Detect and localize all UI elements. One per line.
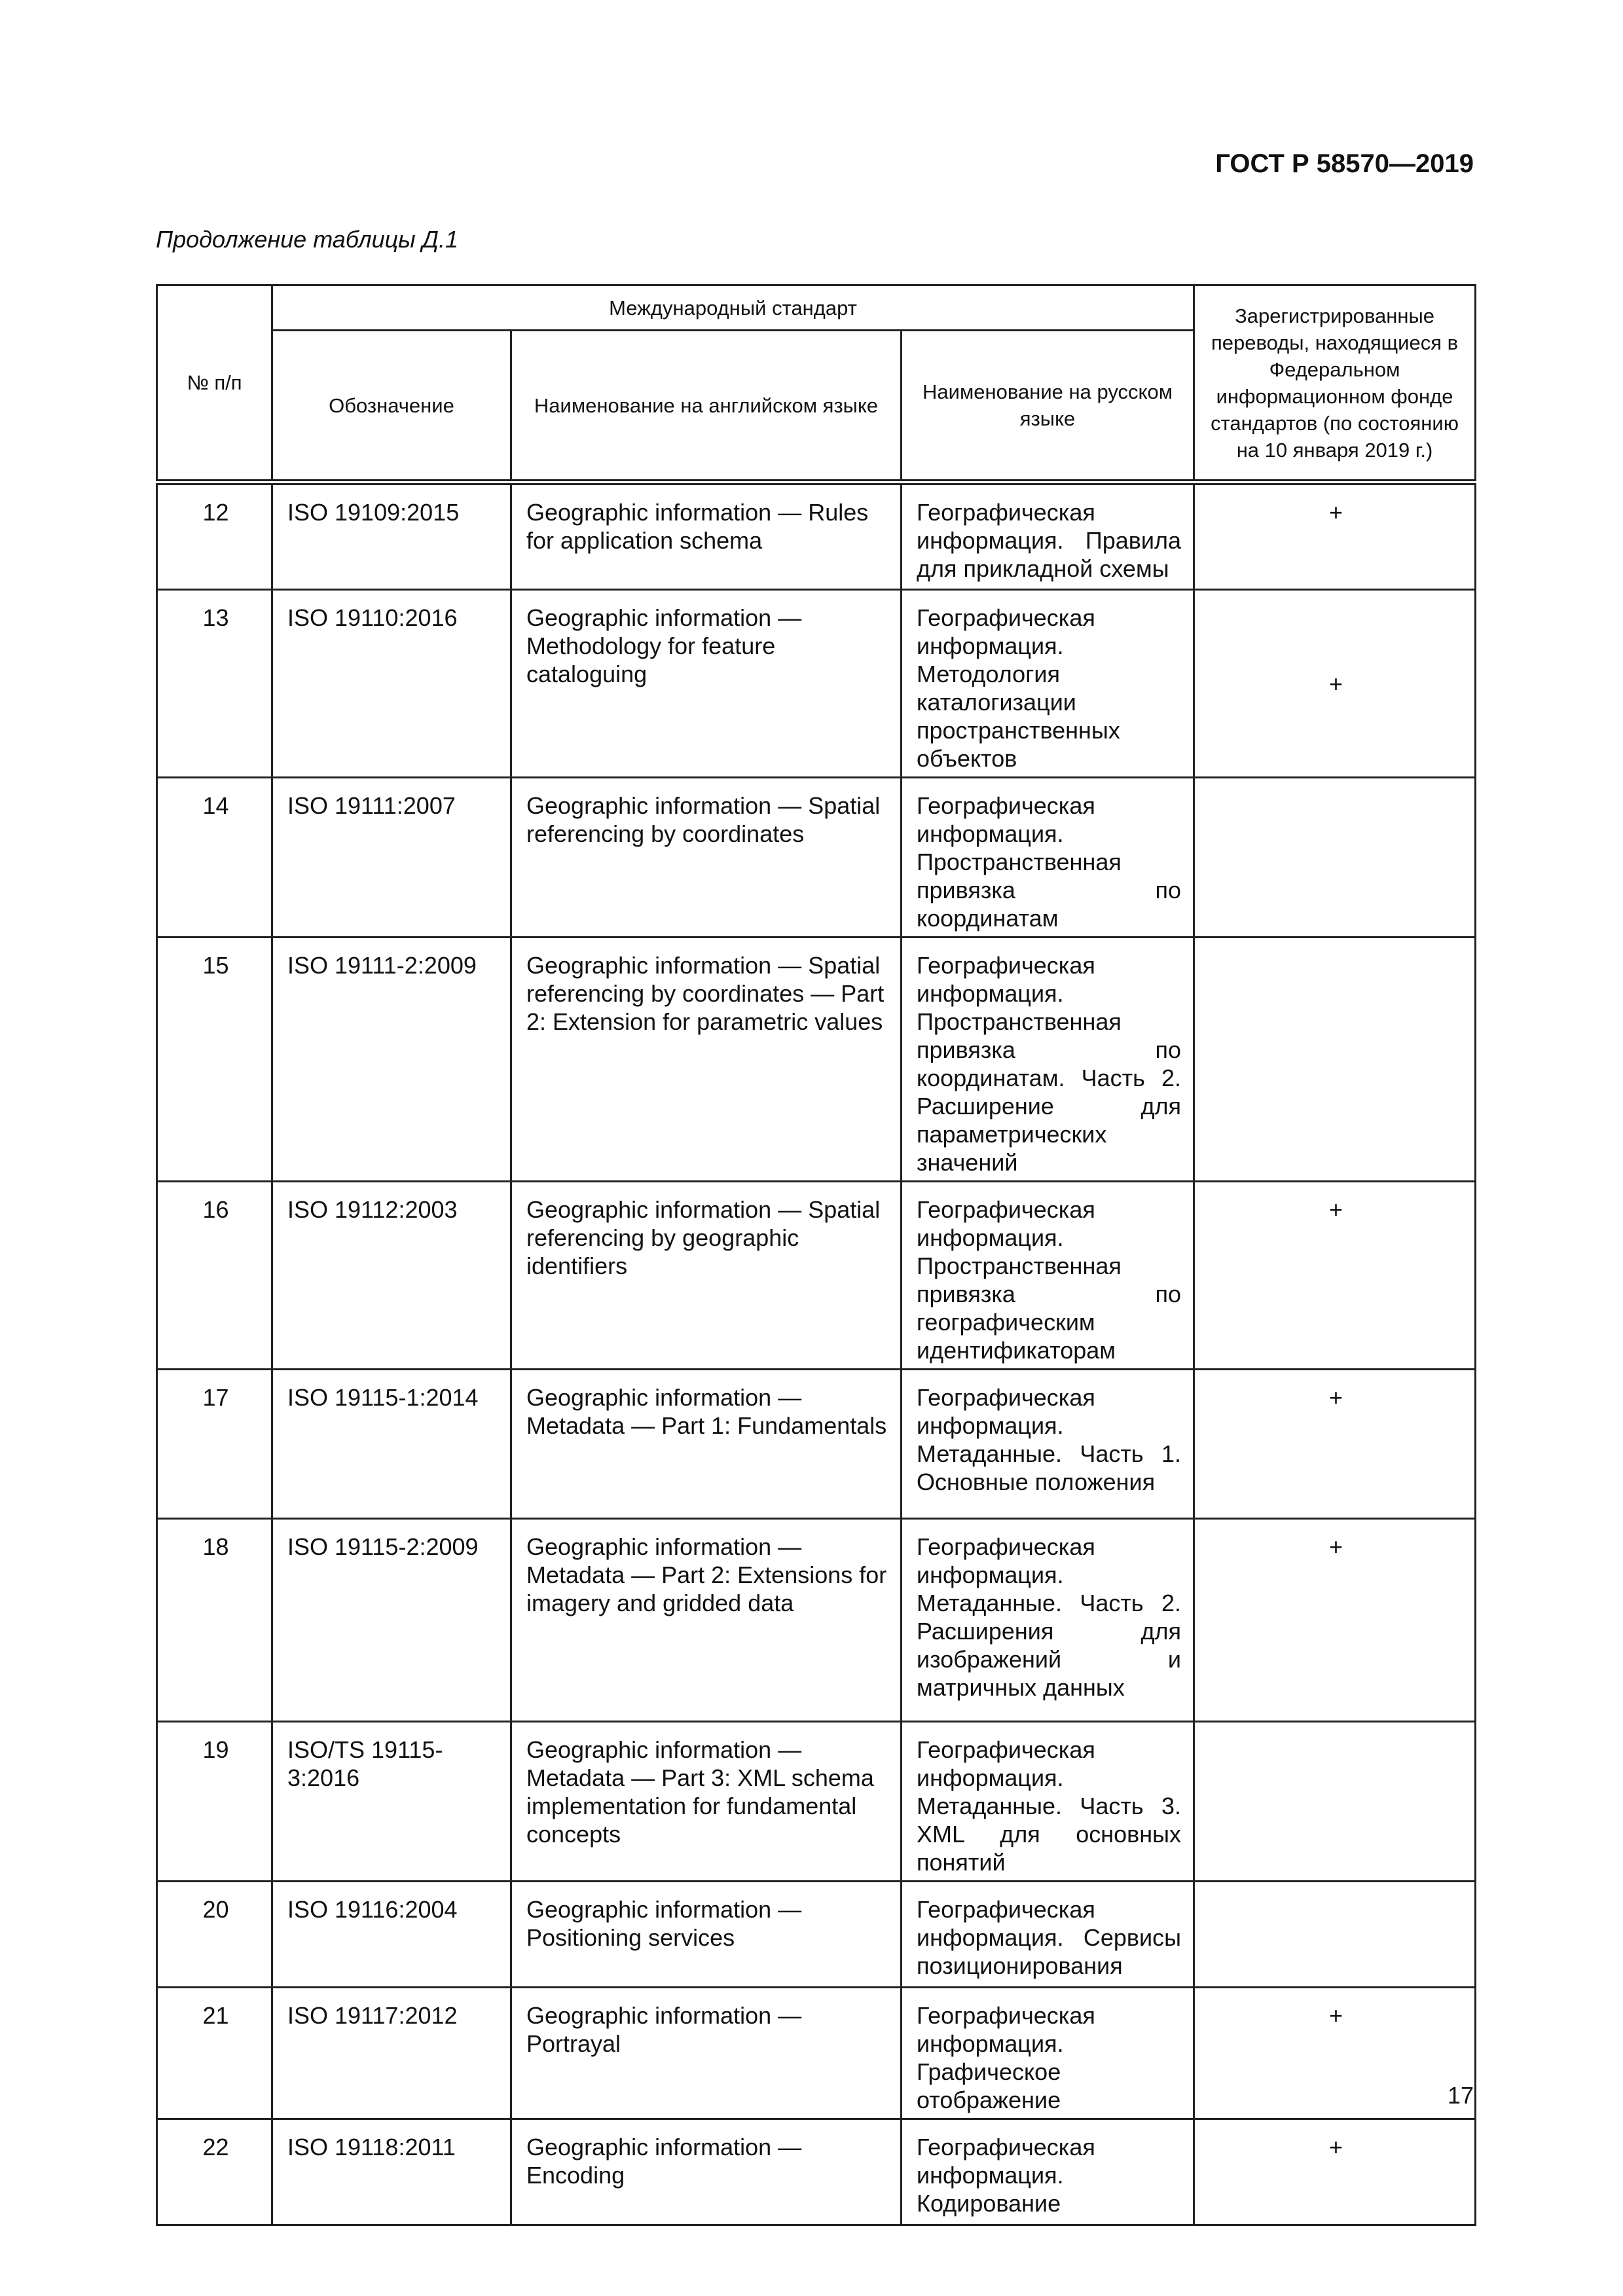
row-number: 22 [157, 2119, 272, 2225]
standards-table [156, 284, 1476, 2226]
row-name-russian: Географическая информация. Метаданные. Часть 1. Основные положения [902, 1370, 1194, 1519]
row-name-english: Geographic information — Spatial referencing by geographic identifiers [511, 1182, 902, 1370]
table-row [157, 590, 1476, 778]
header-designation: Обозначение [272, 331, 511, 483]
row-designation: ISO 19111:2007 [272, 778, 511, 938]
header-registered-translations: Зарегистрированные переводы, находящиеся в Федеральном информационном фонде стандартов (по состоянию на 10 января 2019 г.) [1194, 285, 1476, 483]
row-registered: + [1194, 2119, 1476, 2225]
row-registered: + [1194, 1988, 1476, 2119]
row-designation: ISO 19111-2:2009 [272, 938, 511, 1182]
row-number: 19 [157, 1722, 272, 1882]
row-name-russian: Географическая информация. Сервисы позиционирования [902, 1882, 1194, 1988]
header-name-english: Наименование на английском языке [511, 331, 902, 483]
row-name-english: Geographic information — Spatial referencing by coordinates [511, 778, 902, 938]
row-registered [1194, 1722, 1476, 1882]
row-registered [1194, 938, 1476, 1182]
table-row [157, 2119, 1476, 2225]
table-row [157, 1519, 1476, 1722]
row-name-russian: Географическая информация. Графическое отображение [902, 1988, 1194, 2119]
row-number: 18 [157, 1519, 272, 1722]
row-number: 21 [157, 1988, 272, 2119]
table-row [157, 1988, 1476, 2119]
row-name-english: Geographic information — Spatial referencing by coordinates — Part 2: Extension for parametric values [511, 938, 902, 1182]
table-row [157, 938, 1476, 1182]
row-registered [1194, 1882, 1476, 1988]
row-number: 17 [157, 1370, 272, 1519]
header-number: № п/п [157, 285, 272, 483]
row-name-english: Geographic information — Methodology for feature cataloguing [511, 590, 902, 778]
row-name-english: Geographic information — Positioning services [511, 1882, 902, 1988]
row-designation: ISO 19115-1:2014 [272, 1370, 511, 1519]
row-registered: + [1194, 1182, 1476, 1370]
row-name-russian: Географическая информация. Метаданные. Часть 2. Расширения для изображений и матричных данных [902, 1519, 1194, 1722]
table-row [157, 1882, 1476, 1988]
row-name-russian: Географическая информация. Кодирование [902, 2119, 1194, 2225]
document-code: ГОСТ Р 58570—2019 [1215, 149, 1474, 178]
row-name-russian: Географическая информация. Правила для прикладной схемы [902, 483, 1194, 590]
header-international-standard: Международный стандарт [272, 285, 1194, 331]
row-registered: + [1194, 483, 1476, 590]
row-name-english: Geographic information — Metadata — Part 1: Fundamentals [511, 1370, 902, 1519]
row-name-russian: Географическая информация. Пространственная привязка по координатам. Часть 2. Расширение для параметрических значений [902, 938, 1194, 1182]
table-row [157, 1182, 1476, 1370]
row-designation: ISO 19116:2004 [272, 1882, 511, 1988]
row-designation: ISO 19118:2011 [272, 2119, 511, 2225]
table-row [157, 1370, 1476, 1519]
header-name-russian: Наименование на русском языке [902, 331, 1194, 483]
row-designation: ISO/TS 19115-3:2016 [272, 1722, 511, 1882]
table-row [157, 1722, 1476, 1882]
row-designation: ISO 19109:2015 [272, 483, 511, 590]
row-name-english: Geographic information — Portrayal [511, 1988, 902, 2119]
row-designation: ISO 19115-2:2009 [272, 1519, 511, 1722]
row-registered: + [1194, 590, 1476, 778]
row-designation: ISO 19112:2003 [272, 1182, 511, 1370]
row-number: 20 [157, 1882, 272, 1988]
table-caption: Продолжение таблицы Д.1 [156, 226, 459, 253]
row-name-english: Geographic information — Encoding [511, 2119, 902, 2225]
row-name-russian: Географическая информация. Метаданные. Часть 3. XML для основных понятий [902, 1722, 1194, 1882]
row-name-english: Geographic information — Metadata — Part 3: XML schema implementation for fundamental concepts [511, 1722, 902, 1882]
row-name-russian: Географическая информация. Пространственная привязка по географическим идентификаторам [902, 1182, 1194, 1370]
row-name-english: Geographic information — Metadata — Part 2: Extensions for imagery and gridded data [511, 1519, 902, 1722]
row-number: 14 [157, 778, 272, 938]
row-number: 15 [157, 938, 272, 1182]
row-registered: + [1194, 1519, 1476, 1722]
row-name-russian: Географическая информация. Методология каталогизации пространственных объектов [902, 590, 1194, 778]
row-designation: ISO 19110:2016 [272, 590, 511, 778]
row-number: 12 [157, 483, 272, 590]
row-registered: + [1194, 1370, 1476, 1519]
row-name-russian: Географическая информация. Пространственная привязка по координатам [902, 778, 1194, 938]
row-name-english: Geographic information — Rules for application schema [511, 483, 902, 590]
table-row [157, 778, 1476, 938]
row-designation: ISO 19117:2012 [272, 1988, 511, 2119]
page-number: 17 [1447, 2082, 1474, 2109]
table-row [157, 483, 1476, 590]
row-number: 16 [157, 1182, 272, 1370]
row-number: 13 [157, 590, 272, 778]
row-registered [1194, 778, 1476, 938]
